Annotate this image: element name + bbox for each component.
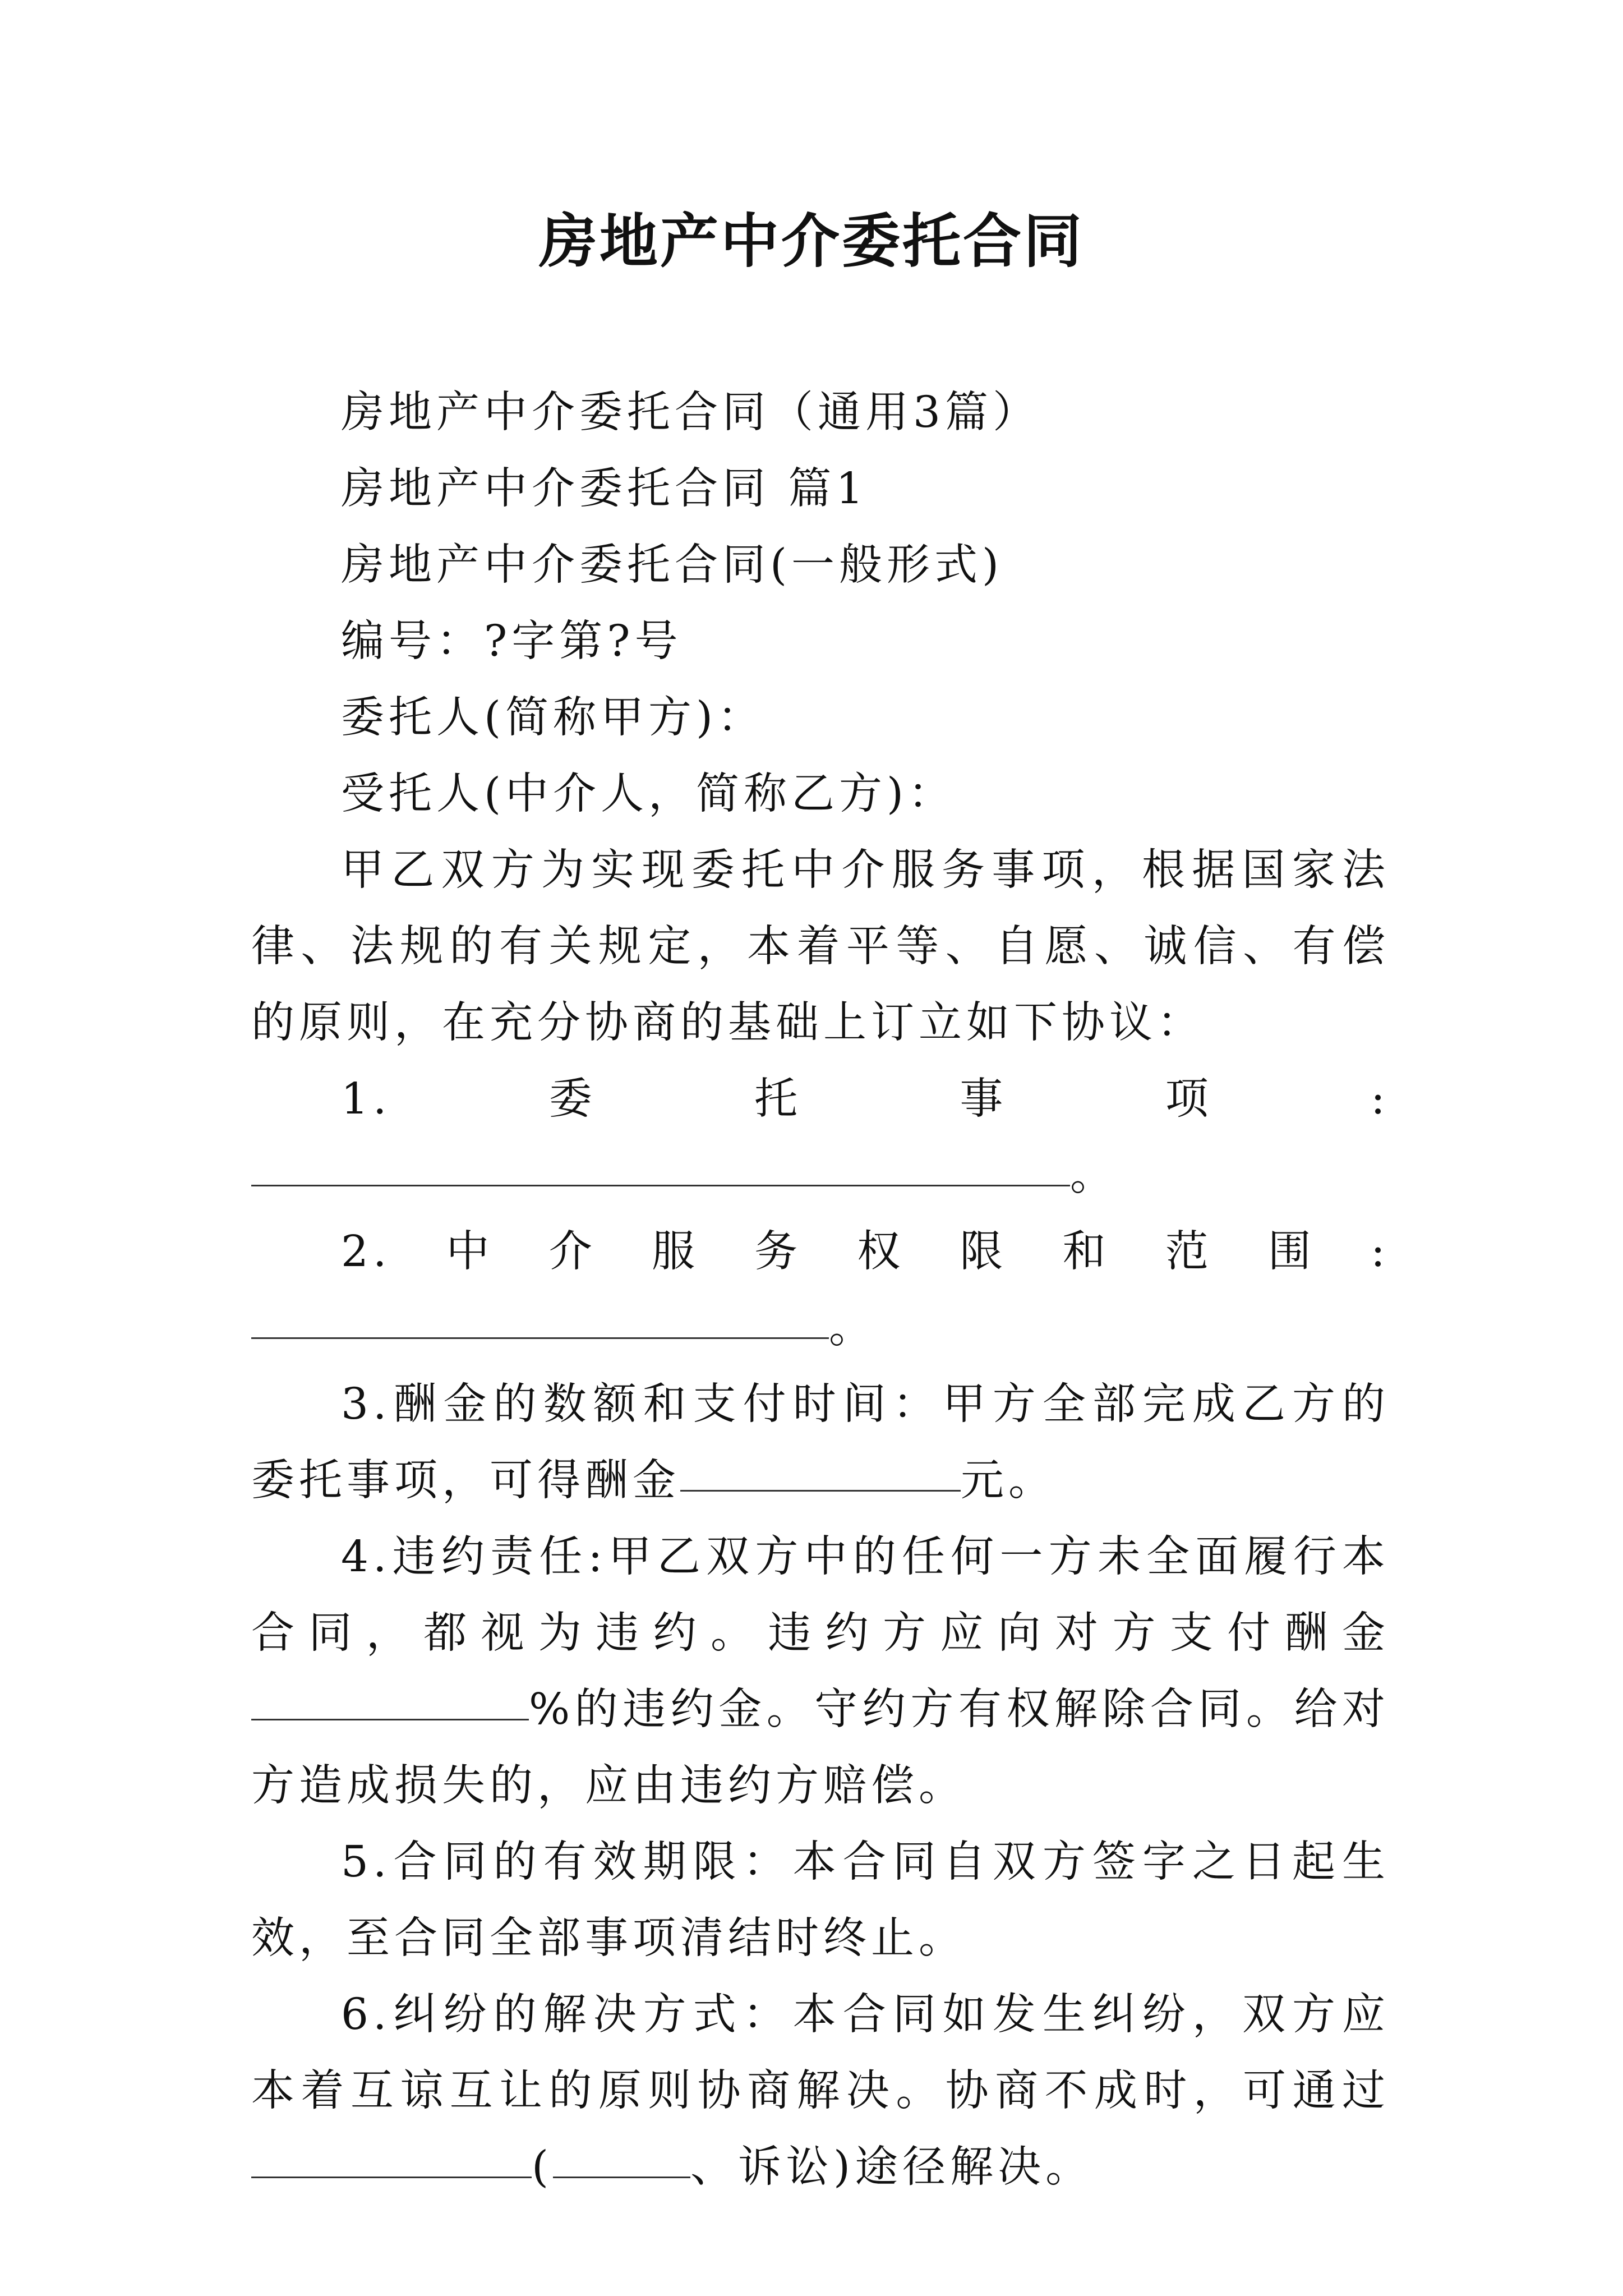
clause-2-label: 2.中介服务权限和范围: [341,1227,1390,1277]
clause-5: 5.合同的有效期限：本合同自双方签字之日起生效，至合同全部事项清结时终止。 [251,1837,1390,1963]
party-a-line: 委托人(简称甲方)： [341,693,766,743]
contract-number: 编号：?字第?号 [341,616,683,666]
clause-6-mid: ( [532,2142,554,2192]
blank-line [680,1490,961,1492]
clause-6-text: 6.纠纷的解决方式：本合同如发生纠纷，双方应本着互谅互让的原则协商解决。协商不成时，可通过 [251,1990,1390,2116]
document-body [251,375,1390,2206]
document-title: 房地产中介委托合同 [538,206,1084,275]
clause-4-text: 4.违约责任:甲乙双方中的任何一方未全面履行本合同，都视为违约。违约方应向对方支付酬金 [251,1532,1390,1658]
clause-4-end: %的违约金。守约方有权解除合同。给对方造成损失的，应由违约方赔偿。 [251,1685,1390,1811]
heading-main: 房地产中介委托合同（通用3篇） [341,388,1040,438]
blank-line [251,1185,1070,1186]
heading-form: 房地产中介委托合同(一般形式) [341,540,1004,590]
clause-6 [251,1977,1390,2206]
clause-4 [251,1519,1390,1824]
blank-line [251,1719,529,1720]
intro-paragraph: 甲乙双方为实现委托中介服务事项，根据国家法律、法规的有关规定，本着平等、自愿、诚信、有偿的原则，在充分协商的基础上订立如下协议： [251,845,1390,1048]
party-b-line: 受托人(中介人，简称乙方)： [341,769,956,819]
clause-3-text: 3.酬金的数额和支付时间：甲方全部完成乙方的委托事项，可得酬金 [251,1379,1390,1506]
heading-part: 房地产中介委托合同 篇1 [341,464,868,514]
clause-2-end: 。 [829,1303,877,1353]
clause-1-end: 。 [1070,1151,1118,1200]
clause-6-end: 、诉讼)途径解决。 [690,2142,1094,2192]
blank-line [251,2177,532,2178]
clause-1 [251,1061,1390,1214]
clause-3-end: 元。 [961,1456,1056,1506]
blank-line [251,1337,829,1339]
clause-3 [251,1366,1390,1519]
blank-line [553,2177,690,2178]
clause-2 [251,1214,1390,1366]
clause-1-label: 1.委托事项: [341,1074,1390,1124]
